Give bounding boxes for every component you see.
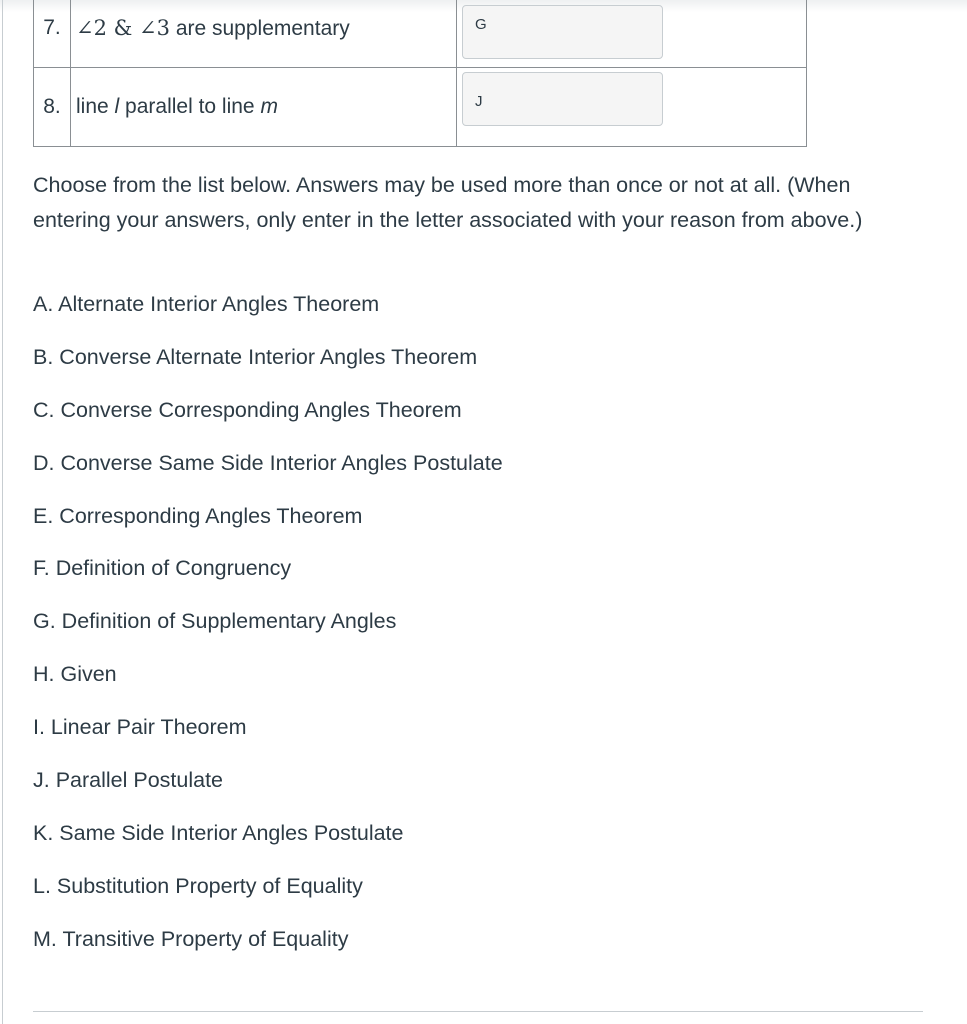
row-number: 8. bbox=[34, 68, 71, 147]
list-item: F. Definition of Congruency bbox=[33, 556, 292, 581]
options-list bbox=[33, 291, 503, 979]
list-item: E. Corresponding Angles Theorem bbox=[33, 503, 363, 528]
line-m: m bbox=[260, 95, 278, 118]
list-item: J. Parallel Postulate bbox=[33, 768, 224, 793]
list-item: M. Transitive Property of Equality bbox=[33, 926, 349, 951]
list-item: K. Same Side Interior Angles Postulate bbox=[33, 820, 404, 845]
list-item: D. Converse Same Side Interior Angles Postulate bbox=[33, 450, 503, 475]
angle-3: ∠3 bbox=[139, 15, 170, 40]
row-number: 7. bbox=[34, 0, 71, 68]
left-border bbox=[2, 0, 3, 1024]
answer-input[interactable]: J bbox=[462, 72, 663, 126]
proof-table bbox=[33, 0, 807, 147]
list-item: H. Given bbox=[33, 662, 117, 687]
list-item: A. Alternate Interior Angles Theorem bbox=[33, 292, 380, 316]
list-item: G. Definition of Supplementary Angles bbox=[33, 609, 397, 634]
angle-2: ∠2 bbox=[76, 15, 107, 40]
ampersand: & bbox=[106, 15, 140, 40]
statement-text: line bbox=[76, 95, 115, 118]
list-item: I. Linear Pair Theorem bbox=[33, 715, 247, 740]
line-l: l bbox=[114, 95, 120, 118]
answer-input[interactable]: G bbox=[462, 5, 663, 59]
list-item: B. Converse Alternate Interior Angles Theorem bbox=[33, 344, 478, 369]
list-item: L. Substitution Property of Equality bbox=[33, 873, 363, 898]
divider bbox=[33, 1011, 923, 1012]
statement-text: parallel to line bbox=[119, 95, 261, 118]
reason-cell bbox=[457, 0, 807, 68]
reason-cell bbox=[457, 68, 807, 147]
instructions: Choose from the list below. Answers may be used more than once or not at all. (When entering your answers, only enter in the letter associated with your reason from above.) bbox=[33, 173, 863, 232]
list-item: C. Converse Corresponding Angles Theorem bbox=[33, 397, 462, 422]
statement-cell bbox=[71, 68, 457, 147]
table-row bbox=[34, 68, 807, 147]
statement-cell bbox=[71, 0, 457, 68]
statement-text: are supplementary bbox=[169, 16, 350, 40]
table-row bbox=[34, 0, 807, 68]
